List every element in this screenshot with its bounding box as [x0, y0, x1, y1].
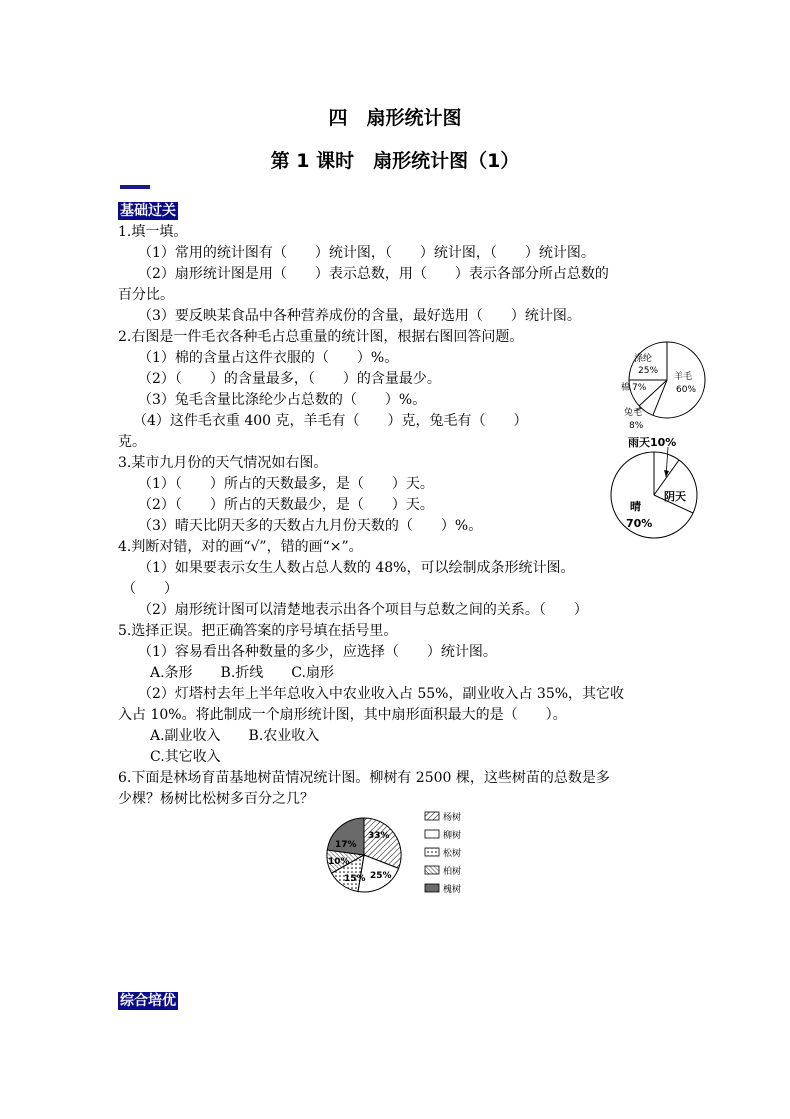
q1-part1: （1）常用的统计图有（ ）统计图，（ ）统计图，（ ）统计图。 — [138, 245, 595, 261]
q6-stem-b: 少棵？杨树比松树多百分之几？ — [118, 791, 314, 807]
locust-pct: 17% — [335, 840, 357, 850]
legend-cypress: 柏树 — [443, 867, 462, 877]
q2-stem: 2.右图是一件毛衣各种毛占总重量的统计图，根据右图回答问题。 — [118, 329, 524, 345]
logo-mark — [120, 185, 150, 189]
q1-part2b: 百分比。 — [118, 287, 174, 303]
rain-label: 雨天10% — [628, 436, 677, 449]
q6-stem-a: 6.下面是林场育苗基地树苗情况统计图。柳树有 2500 棵，这些树苗的总数是多 — [118, 770, 610, 786]
section-basic: 基础过关 — [120, 203, 176, 219]
rabbit-label: 兔毛 — [624, 408, 643, 418]
pine-pct: 15% — [344, 874, 366, 884]
poplar-pct: 33% — [368, 831, 390, 841]
legend-pine: 松树 — [443, 849, 462, 859]
q3-stem: 3.某市九月份的天气情况如右图。 — [118, 455, 328, 471]
q5-part2b: 入占 10%。将此制成一个扇形统计图，其中扇形面积最大的是（ ）。 — [118, 707, 567, 723]
section-comprehensive: 综合培优 — [120, 993, 176, 1009]
cloudy-label: 阴天 — [664, 490, 686, 503]
q1-part3: （3）要反映某食品中各种营养成份的含量，最好选用（ ）统计图。 — [138, 308, 581, 324]
lesson-title: 第 1 课时 扇形统计图（1） — [270, 150, 520, 172]
sunny-label: 晴 — [630, 500, 641, 513]
wool-pct: 60% — [676, 385, 697, 395]
q5-part2a: （2）灯塔村去年上半年总收入中农业收入占 55%，副业收入占 35%，其它收 — [138, 686, 625, 702]
q3-part2: （2）（ ）所占的天数最少，是（ ）天。 — [138, 497, 434, 513]
q5-part2-option-c: C.其它收入 — [150, 749, 221, 765]
willow-pct: 25% — [370, 871, 392, 881]
q1-part2a: （2）扇形统计图是用（ ）表示总数，用（ ）表示各部分所占总数的 — [138, 266, 609, 282]
sunny-pct: 70% — [626, 517, 653, 530]
q3-part3: （3）晴天比阴天多的天数占九月份天数的（ ）%。 — [138, 518, 483, 534]
q5-stem: 5.选择正误。把正确答案的序号填在括号里。 — [118, 623, 398, 639]
q4-stem: 4.判断对错，对的画“√”，错的画“×”。 — [118, 539, 363, 555]
q4-part1a: （1）如果要表示女生人数占总人数的 48%，可以绘制成条形统计图。 — [138, 560, 575, 576]
cypress-pct: 10% — [328, 857, 350, 867]
q2-part3: （3）兔毛含量比涤纶少占总数的（ ）%。 — [138, 392, 427, 408]
q3-part1: （1）（ ）所占的天数最多，是（ ）天。 — [138, 476, 434, 492]
legend-willow: 柳树 — [443, 831, 462, 841]
unit-title: 四 扇形统计图 — [328, 107, 462, 129]
wool-pie-chart — [612, 335, 707, 435]
weather-pie-chart — [606, 432, 711, 544]
q5-part2-options-ab: A.副业收入 B.农业收入 — [150, 728, 320, 744]
q4-part1b: （ ） — [122, 581, 178, 597]
q4-part2: （2）扇形统计图可以清楚地表示出各个项目与总数之间的关系。（ ） — [138, 602, 588, 618]
q2-part4b: 克。 — [118, 434, 146, 450]
cotton-pct: 7% — [632, 383, 647, 393]
q5-part1: （1）容易看出各种数量的多少，应选择（ ）统计图。 — [138, 644, 497, 660]
polyester-label: 涤纶 — [634, 354, 653, 364]
legend-locust: 槐树 — [443, 885, 462, 895]
rabbit-pct: 8% — [629, 421, 644, 431]
polyester-pct: 25% — [638, 366, 659, 376]
q2-part4a: （4）这件毛衣重 400 克，羊毛有（ ）克，兔毛有（ ） — [133, 413, 528, 429]
q5-part1-options: A.条形 B.折线 C.扇形 — [150, 665, 334, 681]
saplings-pie-chart — [318, 810, 468, 905]
q2-part1: （1）棉的含量占这件衣服的（ ）%。 — [138, 350, 399, 366]
q2-part2: （2）（ ）的含量最多，（ ）的含量最少。 — [138, 371, 441, 387]
cotton-label: 棉 — [621, 383, 631, 393]
legend-poplar: 杨树 — [443, 813, 462, 823]
q1-stem: 1.填一填。 — [118, 224, 188, 240]
wool-label: 羊毛 — [674, 372, 693, 382]
